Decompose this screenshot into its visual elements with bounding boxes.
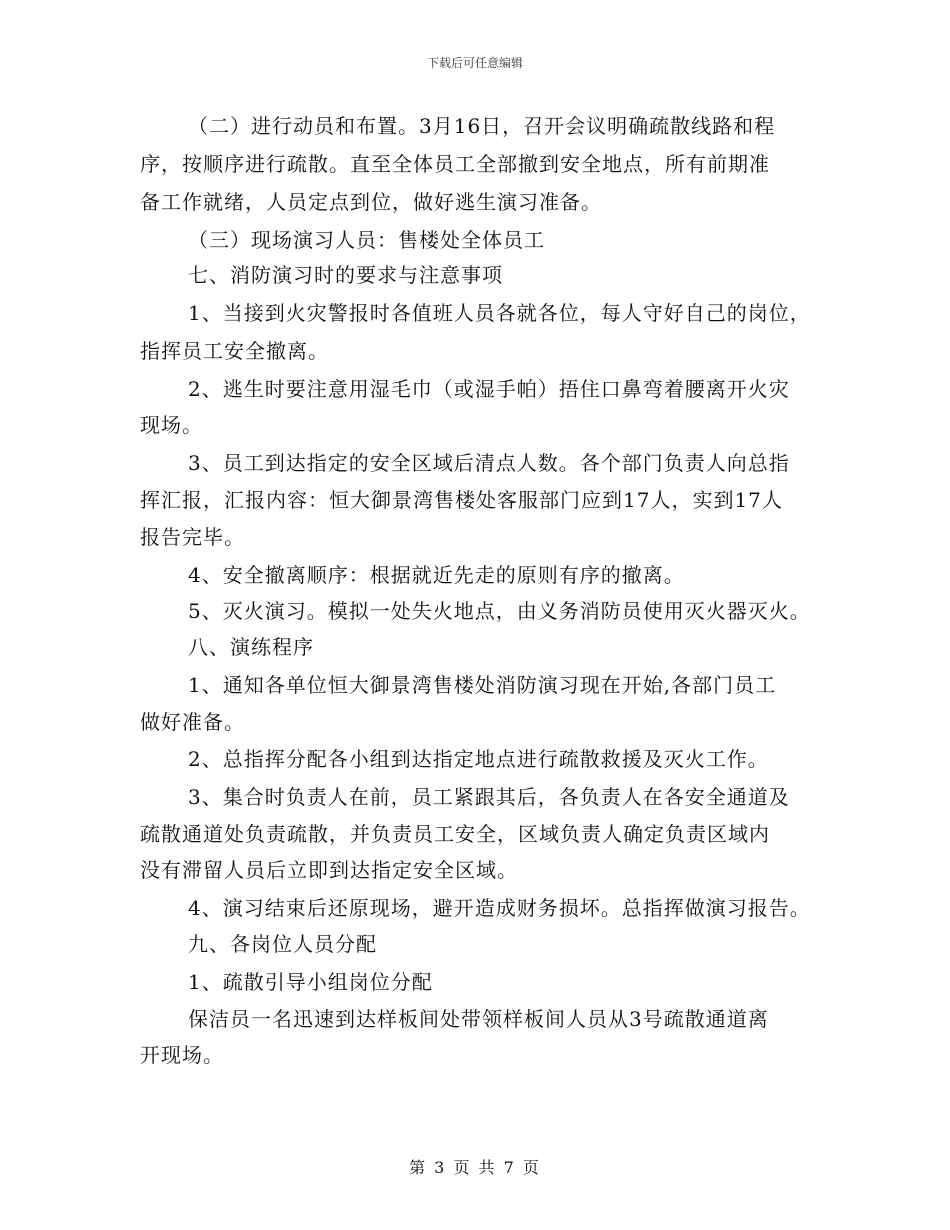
paragraph-line: 1、当接到火灾警报时各值班人员各就各位，每人守好自己的岗位， — [188, 301, 811, 325]
section-heading: 七、消防演习时的要求与注意事项 — [188, 263, 503, 287]
paragraph-line: 保洁员一名迅速到达样板间处带领样板间人员从3号疏散通道离 — [188, 1007, 769, 1031]
paragraph-line: （三）现场演习人员：售楼处全体员工 — [188, 228, 545, 252]
paragraph-line: 1、疏散引导小组岗位分配 — [188, 970, 433, 994]
paragraph-line: 3、员工到达指定的安全区域后清点人数。各个部门负责人向总指 — [188, 451, 790, 475]
paragraph-line: 序，按顺序进行疏散。直至全体员工全部撤到安全地点，所有前期准 — [140, 152, 770, 176]
paragraph-line: 备工作就绪，人员定点到位，做好逃生演习准备。 — [140, 190, 602, 214]
paragraph-line: 2、逃生时要注意用湿毛巾（或湿手帕）捂住口鼻弯着腰离开火灾 — [188, 377, 790, 401]
paragraph-line: 4、安全撤离顺序：根据就近先走的原则有序的撤离。 — [188, 563, 685, 587]
paragraph-line: 开现场。 — [140, 1043, 224, 1067]
paragraph-line: 2、总指挥分配各小组到达指定地点进行疏散救援及灭火工作。 — [188, 747, 769, 771]
page-header: 下载后可任意编辑 — [426, 56, 523, 70]
section-heading: 八、演练程序 — [188, 635, 314, 659]
paragraph-line: 1、通知各单位恒大御景湾售楼处消防演习现在开始,各部门员工 — [188, 673, 777, 697]
paragraph-line: 3、集合时负责人在前，员工紧跟其后，各负责人在各安全通道及 — [188, 785, 790, 809]
paragraph-line: 指挥员工安全撤离。 — [140, 339, 329, 363]
page-footer: 第 3 页 共 7 页 — [409, 1158, 541, 1177]
paragraph-line: （二）进行动员和布置。3月16日，召开会议明确疏散线路和程 — [188, 114, 776, 138]
paragraph-line: 没有滞留人员后立即到达指定安全区域。 — [140, 858, 518, 882]
paragraph-line: 做好准备。 — [140, 710, 245, 734]
paragraph-line: 疏散通道处负责疏散，并负责员工安全，区域负责人确定负责区域内 — [140, 822, 770, 846]
paragraph-line: 挥汇报，汇报内容：恒大御景湾售楼处客服部门应到17人，实到17人 — [140, 488, 783, 512]
paragraph-line: 现场。 — [140, 413, 203, 437]
paragraph-line: 报告完毕。 — [140, 525, 245, 549]
paragraph-line: 4、演习结束后还原现场，避开造成财务损坏。总指挥做演习报告。 — [188, 896, 811, 920]
section-heading: 九、各岗位人员分配 — [188, 932, 377, 956]
paragraph-line: 5、灭火演习。模拟一处失火地点，由义务消防员使用灭火器灭火。 — [188, 599, 811, 623]
